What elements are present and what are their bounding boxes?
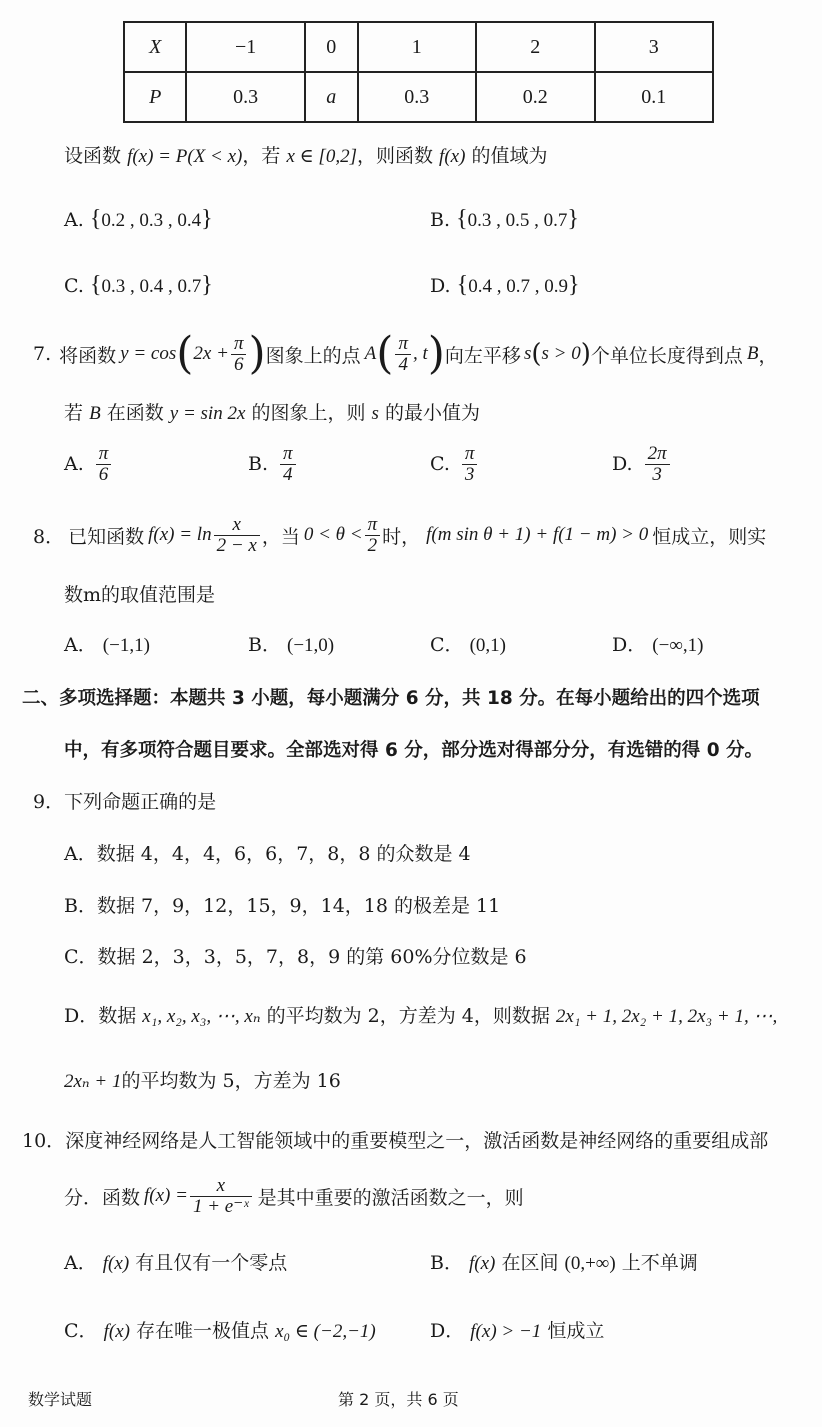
q10-stem xyxy=(22,1126,768,1153)
option-letter: A. xyxy=(64,453,84,476)
footer-subject: 数学试题 xyxy=(28,1390,93,1409)
table-cell: 1 xyxy=(358,22,476,72)
math: f(m sin θ + 1) + f(1 − m) > 0 xyxy=(426,524,649,545)
q9-stem xyxy=(33,787,216,814)
q9-option-d[interactable] xyxy=(64,1001,777,1028)
text: 存在唯一极值点 xyxy=(136,1320,270,1342)
text: 个单位长度得到点 xyxy=(590,344,743,367)
text: 深度神经网络是人工智能领域中的重要模型之一，激活函数是神经网络的重要组成部 xyxy=(65,1130,769,1152)
math: , t xyxy=(412,343,428,364)
section-heading: 二、多项选择题：本题共 3 小题，每小题满分 6 分，共 18 分。在每小题给出的四个选项 xyxy=(22,688,760,709)
q7-option-c[interactable] xyxy=(430,444,479,485)
text: 已知函数 xyxy=(68,525,145,548)
text: ， xyxy=(758,344,778,367)
text: 设函数 xyxy=(64,145,122,167)
fraction: $\frac{\pi}{6}$ xyxy=(96,444,112,485)
math: f(x) = ln xyxy=(148,524,212,545)
fraction: $\frac{x}{\text{1 + e⁻ˣ}}$ xyxy=(190,1176,252,1217)
q7-option-a[interactable] xyxy=(64,444,113,485)
option-letter: B. xyxy=(248,453,269,476)
table-cell: −1 xyxy=(186,22,304,72)
math: f(x) xyxy=(103,1321,130,1342)
q8-stem-line2: 数m的取值范围是 xyxy=(64,584,216,606)
text: ，则函数 xyxy=(356,145,433,167)
text: 恒成立，则实 xyxy=(652,525,767,548)
text: 的图象上，则 xyxy=(251,402,366,424)
option-letter: C． xyxy=(430,634,464,656)
text: D．数据 xyxy=(64,1005,137,1027)
math: f(x) xyxy=(469,1253,496,1274)
math: s > 0 xyxy=(541,343,581,364)
option-value: 0.3 , 0.4 , 0.7 xyxy=(101,276,202,297)
section-heading-line2: 中，有多项符合题目要求。全部选对得 6 分，部分选对得部分分，有选错的得 0 分。 xyxy=(64,740,764,761)
text: 的平均数为 2，方差为 4，则数据 xyxy=(266,1005,550,1027)
option-letter: C. xyxy=(64,275,84,297)
math: f(x) = xyxy=(144,1185,188,1206)
table-cell: X xyxy=(124,22,186,72)
math: A xyxy=(364,343,377,364)
option-letter: B． xyxy=(430,1252,463,1274)
q8-option-b[interactable] xyxy=(248,630,334,657)
option-letter: D． xyxy=(430,1320,465,1342)
text: 的平均数为 5，方差为 16 xyxy=(121,1070,341,1092)
text: 分．函数 xyxy=(64,1186,141,1209)
q8-option-a[interactable] xyxy=(64,630,150,657)
table-cell: 0.3 xyxy=(186,72,304,122)
table-cell: 3 xyxy=(595,22,714,72)
text: 图象上的点 xyxy=(265,344,361,367)
q9-option-b[interactable]: B．数据 7，9，12，15，9，14，18 的极差是 11 xyxy=(64,895,501,917)
option-letter: A． xyxy=(64,1252,97,1274)
fraction: $\frac{\pi}{2}$ xyxy=(365,515,381,556)
text: 的最小值为 xyxy=(384,402,480,424)
q6-stem xyxy=(64,141,547,168)
q8-option-d[interactable] xyxy=(612,630,703,657)
table-cell: P xyxy=(124,72,186,122)
math: 2x + xyxy=(193,343,229,364)
option-value: (−1,0) xyxy=(287,635,335,656)
footer-page-number: 第 2 页，共 6 页 xyxy=(338,1390,459,1409)
q10-option-a[interactable] xyxy=(64,1248,287,1275)
math: f(x) = P(X < x) xyxy=(127,146,243,167)
table-cell: 2 xyxy=(476,22,594,72)
option-letter: C. xyxy=(430,453,450,476)
math: (0,+∞) xyxy=(564,1253,616,1274)
fraction: $\frac{\pi}{3}$ xyxy=(462,444,478,485)
question-number: 7. xyxy=(33,343,52,365)
table-cell: a xyxy=(305,72,358,122)
q9-option-c[interactable]: C．数据 2，3，3，5，7，8，9 的第 60%分位数是 6 xyxy=(64,946,527,968)
math: B xyxy=(746,343,759,364)
fraction: $\frac{\pi}{4}$ xyxy=(395,334,411,375)
q6-option-d[interactable]: D. {0.4 , 0.7 , 0.9} xyxy=(430,272,580,298)
fraction: $\frac{\pi}{6}$ xyxy=(231,334,247,375)
text: 时， xyxy=(382,525,421,548)
q10-option-d[interactable] xyxy=(430,1316,604,1343)
option-letter: B． xyxy=(248,634,281,656)
question-number: 9． xyxy=(33,791,65,813)
text: 恒成立 xyxy=(547,1320,605,1342)
math: s xyxy=(371,403,379,424)
option-value: (−∞,1) xyxy=(652,635,704,656)
q7-stem: 7. 将函数 y = cos ( 2x + $\frac{\pi}{6}$ ) 图象上的点 A ( $\frac{\pi}{4}$ , t ) 向左平移 s ( s > 0 ) 个单位长度得到点 B ， xyxy=(33,328,778,379)
text: 的值域为 xyxy=(471,145,548,167)
q10-option-c[interactable] xyxy=(64,1316,376,1343)
option-value: (0,1) xyxy=(469,635,506,656)
question-number: 8． xyxy=(33,525,65,548)
table-row xyxy=(124,22,713,72)
option-letter: D. xyxy=(430,275,451,297)
text: 下列命题正确的是 xyxy=(64,791,217,813)
text: 在函数 xyxy=(106,402,164,424)
table-row xyxy=(124,72,713,122)
math: 0 < θ < xyxy=(303,524,363,545)
q6-option-c[interactable]: C. {0.3 , 0.4 , 0.7} xyxy=(64,272,213,298)
table-cell: 0 xyxy=(305,22,358,72)
math: f(x) xyxy=(102,1253,130,1274)
math: 2xₙ + 1 xyxy=(64,1071,122,1092)
math: x ∈ [0,2] xyxy=(286,146,357,167)
math: f(x) xyxy=(439,146,466,167)
q10-stem-line2 xyxy=(64,1168,524,1224)
option-letter: D． xyxy=(612,634,647,656)
option-letter: D. xyxy=(612,453,633,476)
math: f(x) > −1 xyxy=(470,1321,542,1342)
text: ，当 xyxy=(261,525,300,548)
table-cell: 0.3 xyxy=(358,72,476,122)
text: 将函数 xyxy=(59,344,117,367)
option-value: 0.2 , 0.3 , 0.4 xyxy=(101,210,202,231)
q9-option-d-line2 xyxy=(64,1066,341,1093)
fraction: $\frac{\pi}{4}$ xyxy=(280,444,296,485)
math: x₀ ∈ (−2,−1) xyxy=(275,1321,376,1342)
q8-option-c[interactable] xyxy=(430,630,506,657)
q7-option-d[interactable] xyxy=(612,444,672,485)
math: x₁, x₂, x₃, ⋯, xₙ xyxy=(142,1006,261,1027)
q7-option-b[interactable] xyxy=(248,444,298,485)
q6-option-a[interactable]: A. {0.2 , 0.3 , 0.4} xyxy=(64,206,213,232)
q7-stem-line2 xyxy=(64,398,480,425)
q9-option-a[interactable]: A．数据 4，4，4，6，6，7，8，8 的众数是 4 xyxy=(64,843,471,865)
math: y = cos xyxy=(120,343,177,364)
table-cell: 0.1 xyxy=(595,72,714,122)
q10-option-b[interactable] xyxy=(430,1248,698,1275)
option-value: 0.4 , 0.7 , 0.9 xyxy=(468,276,568,297)
option-letter: B. xyxy=(430,209,451,231)
option-letter: C． xyxy=(64,1320,98,1342)
fraction: $\frac{x}{2 - x}$ xyxy=(214,515,260,556)
option-value: 0.3 , 0.5 , 0.7 xyxy=(467,210,568,231)
option-letter: A． xyxy=(64,634,97,656)
text: 在区间 xyxy=(501,1252,559,1274)
text: 是其中重要的激活函数之一，则 xyxy=(257,1186,524,1209)
q6-option-b[interactable]: B. {0.3 , 0.5 , 0.7} xyxy=(430,206,579,232)
question-number: 10． xyxy=(22,1130,66,1152)
math: 2x₁ + 1, 2x₂ + 1, 2x₃ + 1, ⋯, xyxy=(555,1006,778,1027)
text: 向左平移 xyxy=(444,344,521,367)
math: s xyxy=(523,343,532,364)
table-cell: 0.2 xyxy=(476,72,594,122)
math: y = sin 2x xyxy=(169,403,246,424)
fraction: $\frac{2\pi}{3}$ xyxy=(645,444,670,485)
math: B xyxy=(89,403,101,424)
distribution-table xyxy=(123,21,714,123)
text: 有且仅有一个零点 xyxy=(135,1252,288,1274)
text: 若 xyxy=(64,402,84,424)
option-letter: A. xyxy=(64,209,84,231)
option-value: (−1,1) xyxy=(102,635,150,656)
text: 上不单调 xyxy=(621,1252,698,1274)
text: ，若 xyxy=(242,145,281,167)
q8-stem xyxy=(33,510,766,560)
